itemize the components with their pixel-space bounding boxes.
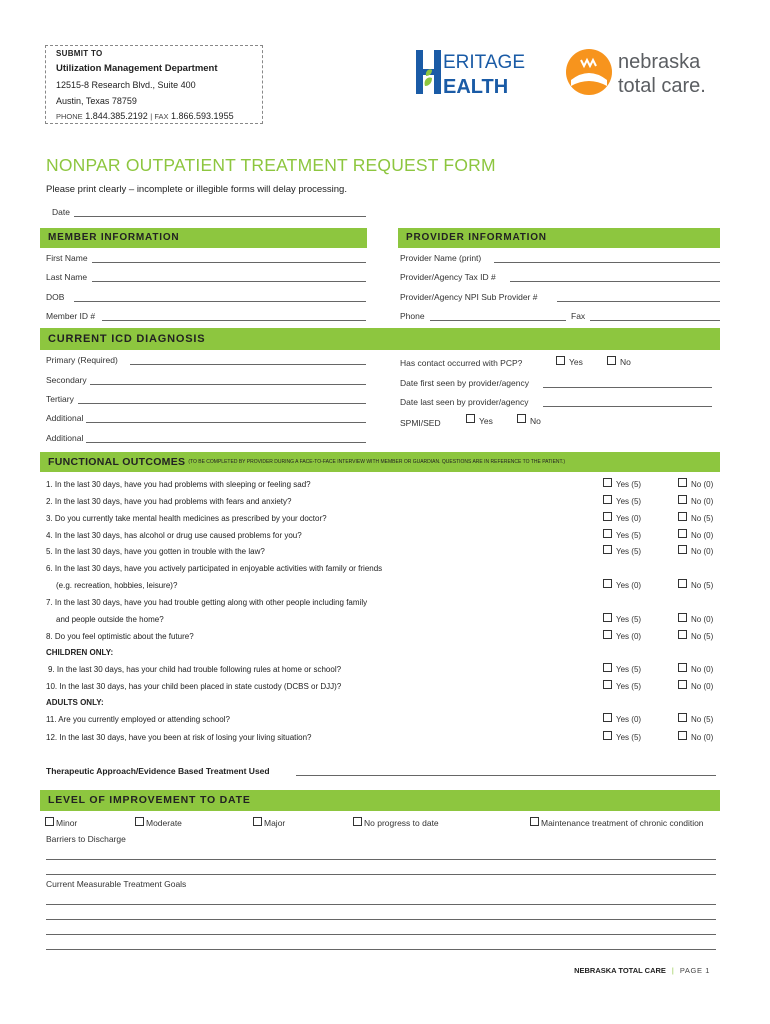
q12-yes-checkbox[interactable] — [603, 731, 612, 740]
ntc-line-2: total care. — [618, 75, 706, 97]
last-seen-label: Date last seen by provider/agency — [400, 397, 529, 407]
functional-outcomes-heading: FUNCTIONAL OUTCOMES — [48, 456, 186, 468]
question-6: 6. In the last 30 days, have you actively participated in enjoyable activities with family or friends — [46, 564, 383, 573]
q1-no-checkbox[interactable] — [678, 478, 687, 487]
icd-heading: CURRENT ICD DIAGNOSIS — [48, 333, 206, 345]
provider-name-label: Provider Name (print) — [400, 253, 482, 263]
q11-no-label: No (5) — [691, 715, 714, 724]
moderate-label: Moderate — [146, 818, 182, 828]
additional-2-field[interactable] — [86, 442, 366, 443]
q7-yes-label: Yes (5) — [616, 615, 642, 624]
spmi-yes-checkbox[interactable] — [466, 414, 475, 423]
tertiary-field[interactable] — [78, 403, 366, 404]
fax-label: FAX — [154, 112, 169, 121]
first-name-field[interactable] — [92, 262, 366, 263]
q7-no-checkbox[interactable] — [678, 613, 687, 622]
question-5: 5. In the last 30 days, have you gotten in trouble with the law? — [46, 547, 265, 556]
therapeutic-label: Therapeutic Approach/Evidence Based Treatment Used — [46, 766, 270, 776]
submit-address-2: Austin, Texas 78759 — [56, 96, 137, 106]
question-7: 7. In the last 30 days, have you had trouble getting along with other people including family — [46, 598, 368, 607]
first-name-label: First Name — [46, 253, 88, 263]
spmi-no-label: No — [530, 416, 541, 426]
member-info-heading: MEMBER INFORMATION — [48, 232, 180, 243]
q3-no-label: No (5) — [691, 514, 714, 523]
q5-yes-checkbox[interactable] — [603, 545, 612, 554]
last-name-field[interactable] — [92, 281, 366, 282]
question-1: 1. In the last 30 days, have you had problems with sleeping or feeling sad? — [46, 480, 311, 489]
therapeutic-field[interactable] — [296, 775, 716, 776]
primary-field[interactable] — [130, 364, 366, 365]
pcp-yes-checkbox[interactable] — [556, 356, 565, 365]
q1-no-label: No (0) — [691, 480, 714, 489]
q3-yes-label: Yes (0) — [616, 514, 642, 523]
question-2: 2. In the last 30 days, have you had problems with fears and anxiety? — [46, 497, 292, 506]
improvement-bar — [40, 790, 720, 811]
maintenance-label: Maintenance treatment of chronic condition — [541, 818, 704, 828]
q3-yes-checkbox[interactable] — [603, 512, 612, 521]
q6-no-label: No (5) — [691, 581, 714, 590]
pcp-no-checkbox[interactable] — [607, 356, 616, 365]
question-9: 9. In the last 30 days, has your child had trouble following rules at home or school? — [48, 665, 342, 674]
q1-yes-label: Yes (5) — [616, 480, 642, 489]
goals-line-1[interactable] — [46, 904, 716, 905]
q7-no-label: No (0) — [691, 615, 714, 624]
npi-field[interactable] — [557, 301, 720, 302]
children-only-label: CHILDREN ONLY: — [46, 648, 114, 657]
q10-no-checkbox[interactable] — [678, 680, 687, 689]
q2-yes-checkbox[interactable] — [603, 495, 612, 504]
date-label: Date — [52, 207, 70, 217]
spmi-yes-label: Yes — [479, 416, 493, 426]
q8-no-checkbox[interactable] — [678, 630, 687, 639]
date-field[interactable] — [74, 216, 366, 217]
question-4: 4. In the last 30 days, has alcohol or drug use caused problems for you? — [46, 531, 302, 540]
q11-yes-label: Yes (0) — [616, 715, 642, 724]
footer-separator: | — [671, 966, 674, 975]
heritage-text: ERITAGE — [443, 52, 525, 73]
q2-no-checkbox[interactable] — [678, 495, 687, 504]
secondary-label: Secondary — [46, 375, 87, 385]
question-7-cont: and people outside the home? — [56, 615, 164, 624]
spmi-label: SPMI/SED — [400, 418, 441, 428]
barriers-label: Barriers to Discharge — [46, 834, 126, 844]
goals-line-3[interactable] — [46, 934, 716, 935]
phone-label: PHONE — [56, 112, 83, 121]
functional-outcomes-bar — [40, 452, 720, 472]
major-label: Major — [264, 818, 286, 828]
q2-no-label: No (0) — [691, 497, 714, 506]
question-8: 8. Do you feel optimistic about the future? — [46, 632, 194, 641]
q4-yes-checkbox[interactable] — [603, 529, 612, 538]
q5-yes-label: Yes (5) — [616, 547, 642, 556]
fax-field[interactable] — [590, 320, 720, 321]
q6-no-checkbox[interactable] — [678, 579, 687, 588]
q4-no-label: No (0) — [691, 531, 714, 540]
submit-address-1: 12515-8 Research Blvd., Suite 400 — [56, 80, 196, 90]
question-6-cont: (e.g. recreation, hobbies, leisure)? — [56, 581, 178, 590]
submit-dept: Utilization Management Department — [56, 63, 218, 74]
submit-to-box — [45, 45, 263, 124]
npi-label: Provider/Agency NPI Sub Provider # — [400, 292, 538, 302]
dob-field[interactable] — [74, 301, 366, 302]
secondary-field[interactable] — [90, 384, 366, 385]
fax-number: 1.866.593.1955 — [171, 111, 234, 121]
goals-label: Current Measurable Treatment Goals — [46, 879, 187, 889]
q4-no-checkbox[interactable] — [678, 529, 687, 538]
tax-id-field[interactable] — [510, 281, 720, 282]
improvement-heading: LEVEL OF IMPROVEMENT TO DATE — [48, 794, 251, 806]
q6-yes-checkbox[interactable] — [603, 579, 612, 588]
footer-page: PAGE 1 — [679, 966, 710, 975]
q10-yes-checkbox[interactable] — [603, 680, 612, 689]
q5-no-label: No (0) — [691, 547, 714, 556]
moderate-checkbox[interactable] — [135, 817, 144, 826]
q3-no-checkbox[interactable] — [678, 512, 687, 521]
tax-id-label: Provider/Agency Tax ID # — [400, 272, 496, 282]
fax-label: Fax — [571, 311, 586, 321]
question-12: 12. In the last 30 days, have you been at risk of losing your living situation? — [46, 733, 312, 742]
q6-yes-label: Yes (0) — [616, 581, 642, 590]
pcp-yes-label: Yes — [569, 357, 583, 367]
q8-yes-checkbox[interactable] — [603, 630, 612, 639]
minor-label: Minor — [56, 818, 78, 828]
member-id-field[interactable] — [102, 320, 366, 321]
q1-yes-checkbox[interactable] — [603, 478, 612, 487]
q10-no-label: No (0) — [691, 682, 714, 691]
last-name-label: Last Name — [46, 272, 88, 282]
phone-number: 1.844.385.2192 — [85, 111, 148, 121]
q7-yes-checkbox[interactable] — [603, 613, 612, 622]
footer — [574, 966, 710, 975]
q12-yes-label: Yes (5) — [616, 733, 642, 742]
q4-yes-label: Yes (5) — [616, 531, 642, 540]
q9-no-checkbox[interactable] — [678, 663, 687, 672]
tertiary-label: Tertiary — [46, 394, 74, 404]
q9-yes-label: Yes (5) — [616, 665, 642, 674]
nebraska-total-care-logo — [565, 46, 735, 98]
q2-yes-label: Yes (5) — [616, 497, 642, 506]
q10-yes-label: Yes (5) — [616, 682, 642, 691]
primary-label: Primary (Required) — [46, 355, 118, 365]
q8-no-label: No (5) — [691, 632, 714, 641]
member-id-label: Member ID # — [46, 311, 96, 321]
barriers-line-2[interactable] — [46, 874, 716, 875]
spmi-no-checkbox[interactable] — [517, 414, 526, 423]
phone-field[interactable] — [430, 320, 566, 321]
last-seen-field[interactable] — [543, 406, 712, 407]
q12-no-checkbox[interactable] — [678, 731, 687, 740]
goals-line-2[interactable] — [46, 919, 716, 920]
pcp-question: Has contact occurred with PCP? — [400, 358, 523, 368]
q12-no-label: No (0) — [691, 733, 714, 742]
functional-outcomes-note: (TO BE COMPLETED BY PROVIDER DURING A FACE-TO-FACE INTERVIEW WITH MEMBER OR GUARDIAN. QUESTIONS ARE IN REFERENCE TO THE PATIENT.) — [188, 459, 566, 466]
major-checkbox[interactable] — [253, 817, 262, 826]
provider-info-bar — [398, 228, 720, 248]
pcp-no-label: No — [620, 357, 631, 367]
question-11: 11. Are you currently employed or attending school? — [46, 715, 230, 724]
additional-1-label: Additional — [46, 413, 84, 423]
icd-bar — [40, 328, 720, 350]
heritage-health-logo — [414, 46, 552, 98]
goals-line-4[interactable] — [46, 949, 716, 950]
q9-no-label: No (0) — [691, 665, 714, 674]
no-progress-label: No progress to date — [364, 818, 439, 828]
no-progress-checkbox[interactable] — [353, 817, 362, 826]
q11-yes-checkbox[interactable] — [603, 713, 612, 722]
adults-only-label: ADULTS ONLY: — [46, 698, 104, 707]
submit-contact: PHONE 1.844.385.2192 | FAX 1.866.593.1955 — [56, 111, 234, 121]
footer-brand: NEBRASKA TOTAL CARE — [574, 966, 666, 975]
phone-label: Phone — [400, 311, 425, 321]
maintenance-checkbox[interactable] — [530, 817, 539, 826]
health-text: EALTH — [443, 76, 509, 98]
member-info-bar — [40, 228, 367, 248]
first-seen-label: Date first seen by provider/agency — [400, 378, 529, 388]
dob-label: DOB — [46, 292, 65, 302]
provider-info-heading: PROVIDER INFORMATION — [406, 232, 547, 243]
additional-1-field[interactable] — [86, 422, 366, 423]
ntc-line-1: nebraska — [618, 51, 701, 73]
q8-yes-label: Yes (0) — [616, 632, 642, 641]
form-title: NONPAR OUTPATIENT TREATMENT REQUEST FORM — [46, 155, 496, 175]
submit-to-header: SUBMIT TO — [56, 49, 103, 58]
provider-name-field[interactable] — [494, 262, 720, 263]
question-10: 10. In the last 30 days, has your child been placed in state custody (DCBS or DJJ)? — [46, 682, 342, 691]
additional-2-label: Additional — [46, 433, 84, 443]
form-subtitle: Please print clearly – incomplete or illegible forms will delay processing. — [46, 184, 347, 195]
barriers-line-1[interactable] — [46, 859, 716, 860]
q9-yes-checkbox[interactable] — [603, 663, 612, 672]
minor-checkbox[interactable] — [45, 817, 54, 826]
first-seen-field[interactable] — [543, 387, 712, 388]
q11-no-checkbox[interactable] — [678, 713, 687, 722]
question-3: 3. Do you currently take mental health medicines as prescribed by your doctor? — [46, 514, 327, 523]
q5-no-checkbox[interactable] — [678, 545, 687, 554]
